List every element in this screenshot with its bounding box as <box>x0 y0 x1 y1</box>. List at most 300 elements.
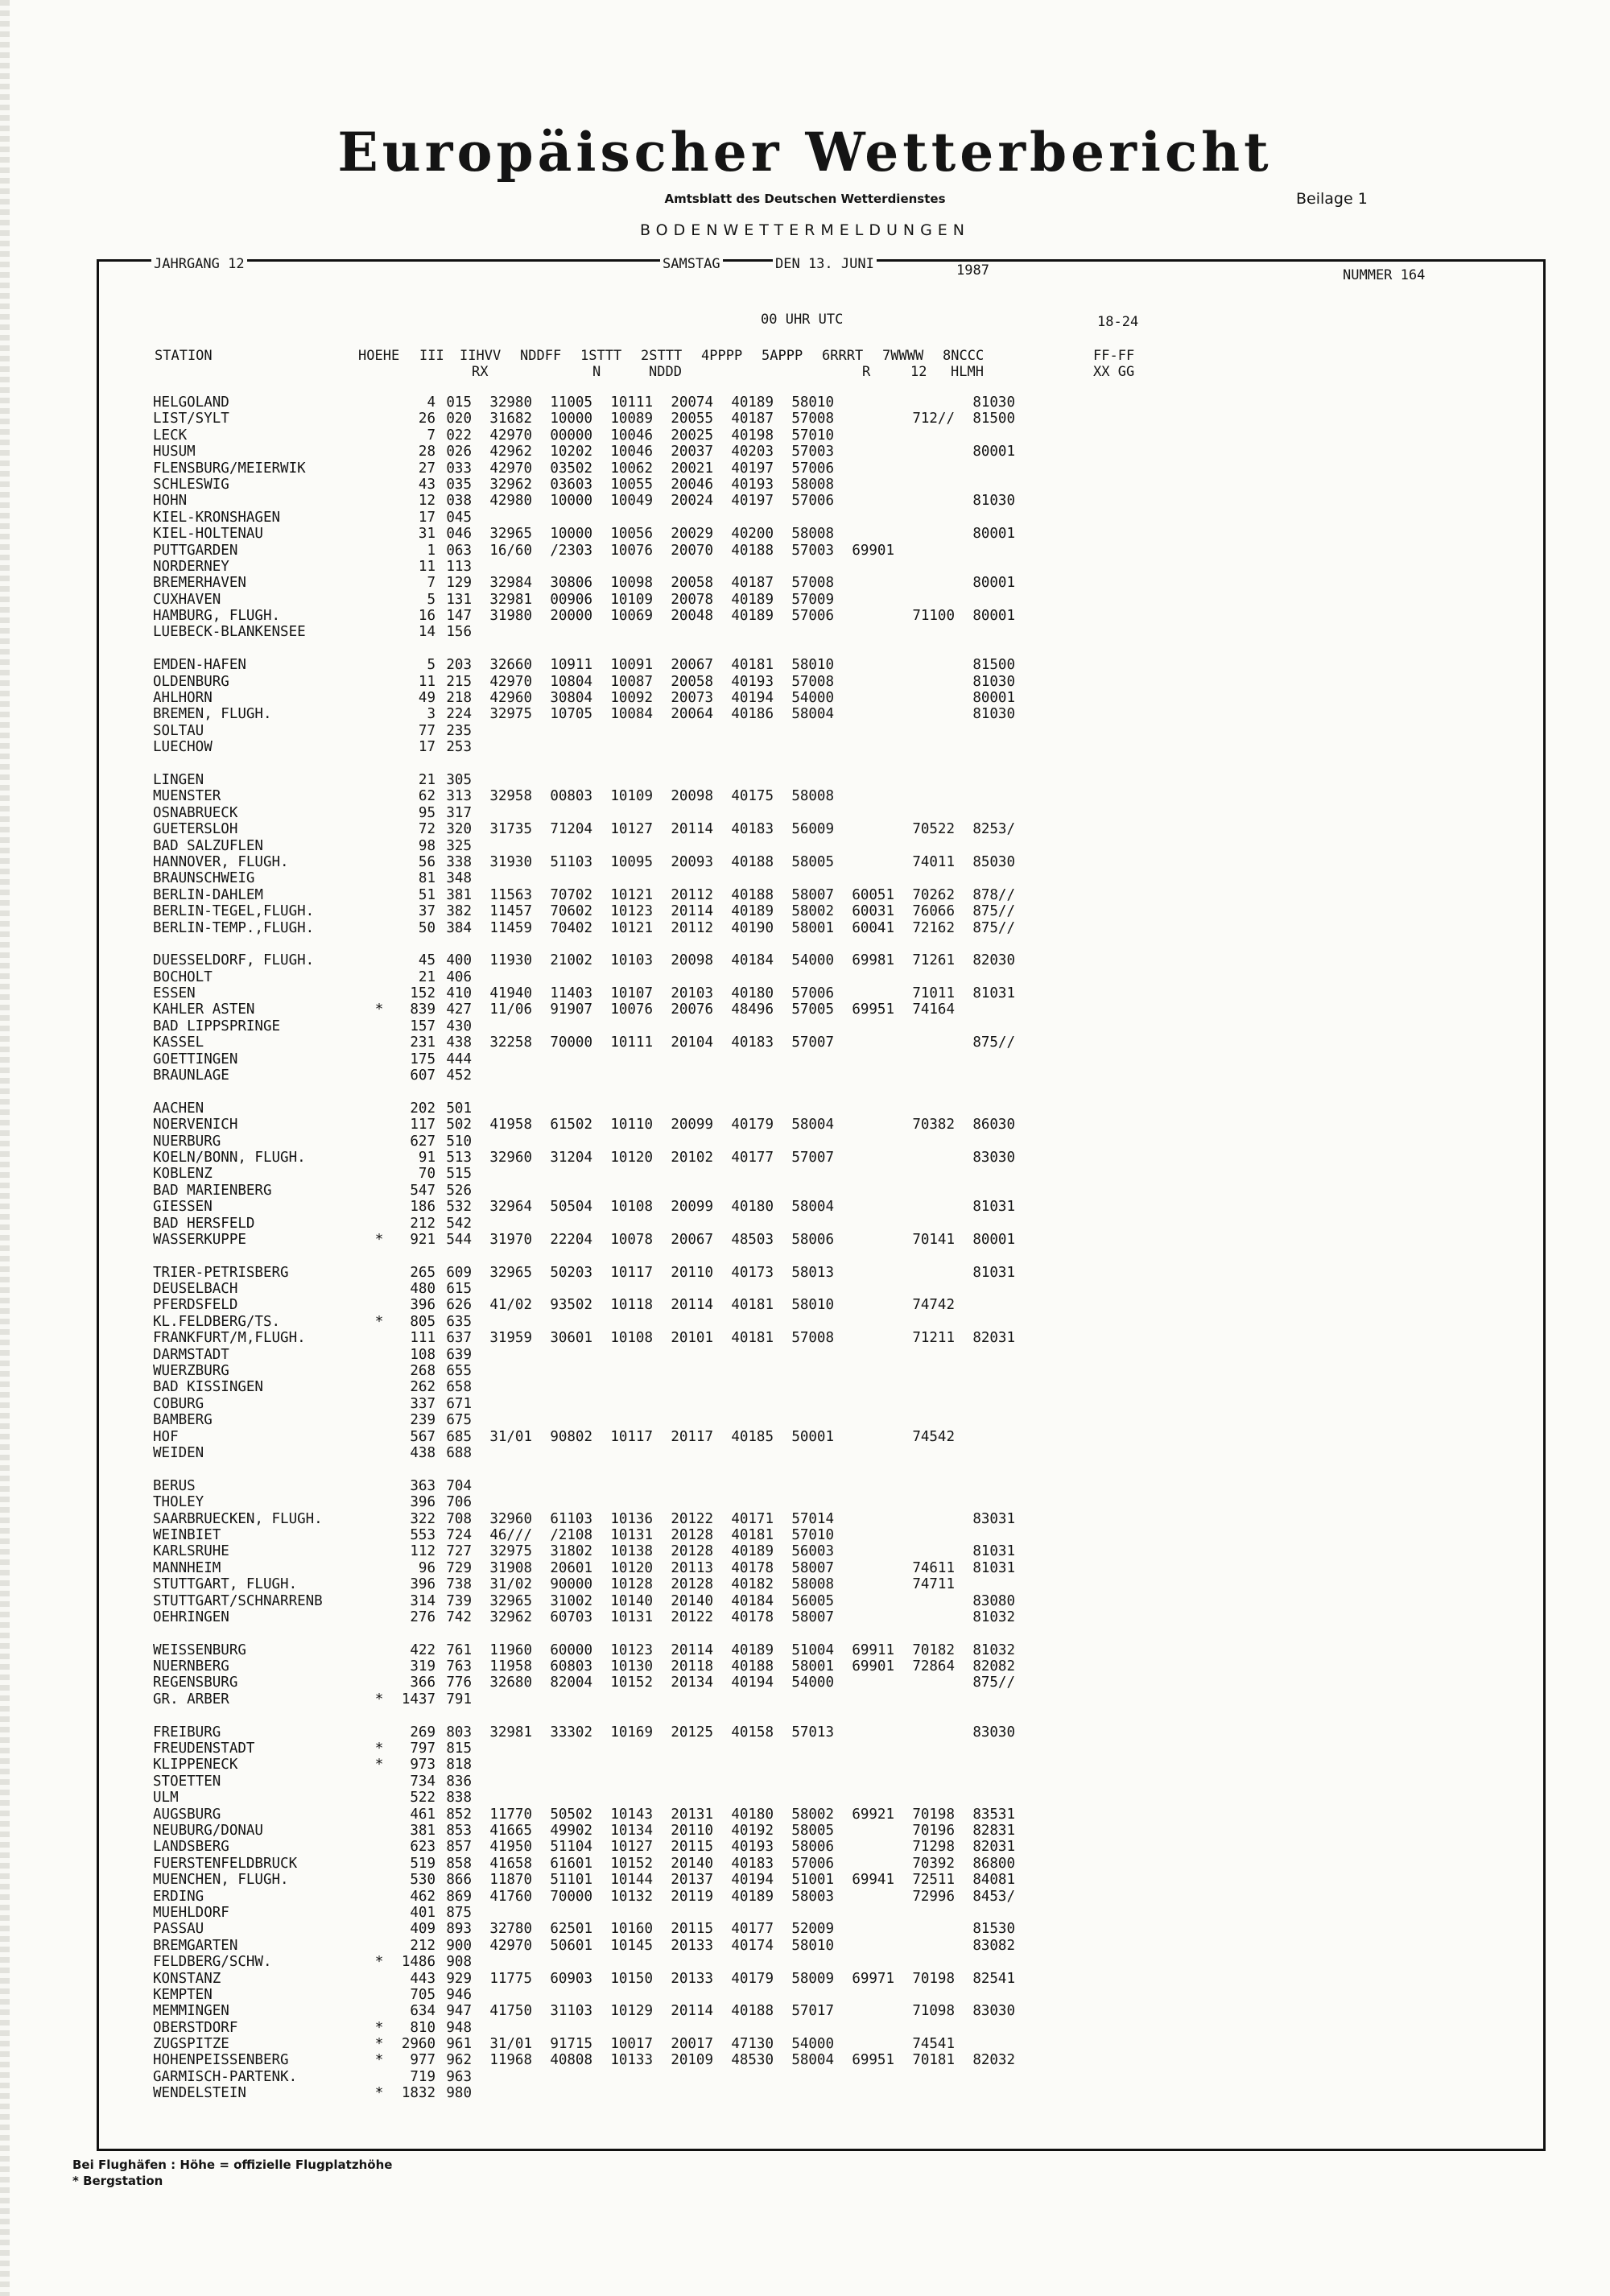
group-iihvv: 32965 <box>489 526 532 543</box>
station-index: 763 <box>446 1658 472 1675</box>
group-8nccc: 81030 <box>972 673 1015 690</box>
group-iihvv <box>472 1216 532 1232</box>
group-5appp <box>774 1954 834 1970</box>
station-height: 5 <box>427 591 436 608</box>
station-index: 203 <box>446 657 472 674</box>
group-4pppp: 40181 <box>731 1526 774 1543</box>
station-name: GARMISCH-PARTENK. <box>153 2068 298 2085</box>
group-iihvv: 42962 <box>489 444 532 460</box>
group-7wwww <box>894 1511 955 1527</box>
group-nddff: 70602 <box>550 903 592 920</box>
group-8nccc: 81032 <box>972 1641 1015 1658</box>
mountain-mark <box>366 1330 392 1346</box>
table-row <box>153 887 1038 903</box>
mountain-mark: * <box>374 2019 384 2036</box>
station-index: 131 <box>446 591 472 608</box>
mountain-mark <box>366 592 392 608</box>
station-index: 615 <box>446 1281 472 1298</box>
station-height: 56 <box>418 853 436 870</box>
group-8nccc <box>955 739 1015 755</box>
col-6rrrt: 6RRRT <box>822 348 864 364</box>
group-4pppp <box>713 1134 774 1150</box>
station-height: 337 <box>410 1395 436 1412</box>
group-6rrrt <box>834 493 894 509</box>
group-1sttt: 10108 <box>610 1330 653 1347</box>
table-row <box>153 1117 1038 1133</box>
station-name: MUENSTER <box>153 788 221 805</box>
date-label: DEN 13. JUNI <box>773 256 877 272</box>
group-iihvv: 41750 <box>489 2003 532 2020</box>
group-1sttt: 10076 <box>610 542 653 559</box>
group-iihvv: 41665 <box>489 1822 532 1839</box>
group-1sttt: 10169 <box>610 1724 653 1741</box>
station-height: 91 <box>418 1149 436 1166</box>
table-row <box>153 1265 1038 1281</box>
table-row <box>153 1101 1038 1117</box>
group-2sttt: 20128 <box>671 1576 713 1593</box>
group-2sttt: 20029 <box>671 526 713 543</box>
table-row <box>153 1872 1038 1888</box>
mountain-mark <box>366 1281 392 1297</box>
group-7wwww: 70198 <box>912 1970 955 1987</box>
mountain-mark <box>366 493 392 509</box>
group-2sttt: 20098 <box>671 952 713 969</box>
table-row <box>153 1067 1038 1084</box>
group-4pppp: 40181 <box>731 1297 774 1314</box>
station-index: 866 <box>446 1872 472 1889</box>
station-name: STUTTGART, FLUGH. <box>153 1576 298 1593</box>
group-nddff: 03502 <box>550 460 592 477</box>
group-7wwww: 74611 <box>912 1559 955 1576</box>
table-row <box>153 1001 1038 1018</box>
mountain-mark: * <box>374 2085 384 2102</box>
group-iihvv <box>472 559 532 575</box>
mountain-mark <box>366 1527 392 1543</box>
mountain-mark <box>366 805 392 821</box>
station-height: 262 <box>410 1379 436 1396</box>
col-ff-ff: FF-FF <box>1093 348 1135 364</box>
station-height: 314 <box>410 1592 436 1609</box>
station-name: KIEL-KRONSHAGEN <box>153 509 281 526</box>
issue-number: NUMMER 164 <box>1343 267 1426 283</box>
page-title: Europäischer Wetterbericht <box>337 121 1273 184</box>
group-iihvv <box>472 510 532 526</box>
group-6rrrt <box>834 1757 894 1773</box>
group-1sttt <box>592 1134 653 1150</box>
group-iihvv: 46/// <box>489 1526 532 1543</box>
group-4pppp: 40178 <box>731 1559 774 1576</box>
group-6rrrt <box>834 1724 894 1741</box>
station-name: CUXHAVEN <box>153 591 221 608</box>
mountain-mark <box>366 510 392 526</box>
group-4pppp: 40182 <box>731 1576 774 1593</box>
group-iihvv <box>472 1051 532 1067</box>
station-index: 853 <box>446 1822 472 1839</box>
group-2sttt <box>653 1166 713 1182</box>
group-nddff: 21002 <box>550 952 592 969</box>
mountain-mark <box>366 690 392 706</box>
group-2sttt <box>653 2085 713 2101</box>
mountain-mark <box>366 477 392 493</box>
mountain-mark <box>366 575 392 591</box>
group-8nccc: 81030 <box>972 394 1015 411</box>
group-iihvv: 42970 <box>489 460 532 477</box>
group-8nccc <box>955 1314 1015 1330</box>
group-4pppp: 40188 <box>731 1658 774 1675</box>
station-index: 384 <box>446 919 472 936</box>
group-nddff: 30601 <box>550 1330 592 1347</box>
group-6rrrt: 69971 <box>852 1970 894 1987</box>
group-4pppp: 40189 <box>731 1888 774 1905</box>
group-2sttt: 20104 <box>671 1034 713 1051</box>
station-index: 438 <box>446 1034 472 1051</box>
mountain-mark <box>366 788 392 804</box>
group-nddff <box>532 772 592 788</box>
group-1sttt: 10111 <box>610 394 653 411</box>
group-iihvv <box>472 1987 532 2003</box>
group-separator <box>153 1625 1038 1641</box>
group-1sttt: 10150 <box>610 1970 653 1987</box>
group-nddff <box>532 1478 592 1494</box>
group-2sttt: 20099 <box>671 1117 713 1134</box>
station-name: EMDEN-HAFEN <box>153 657 246 674</box>
group-7wwww <box>894 674 955 690</box>
mountain-mark <box>366 1807 392 1823</box>
group-6rrrt <box>834 838 894 854</box>
station-index: 742 <box>446 1608 472 1625</box>
group-5appp: 56009 <box>791 821 834 838</box>
group-2sttt: 20102 <box>671 1149 713 1166</box>
table-row <box>153 1445 1038 1461</box>
station-height: 21 <box>418 771 436 788</box>
group-iihvv <box>472 1314 532 1330</box>
group-6rrrt <box>834 723 894 739</box>
group-7wwww <box>894 510 955 526</box>
group-1sttt <box>592 2085 653 2101</box>
group-2sttt: 20017 <box>671 2036 713 2053</box>
station-index: 305 <box>446 771 472 788</box>
table-row <box>153 1363 1038 1379</box>
group-8nccc: 878// <box>972 886 1015 903</box>
group-iihvv: 32960 <box>489 1149 532 1166</box>
table-row <box>153 1987 1038 2003</box>
group-4pppp: 40197 <box>731 493 774 510</box>
station-name: MEMMINGEN <box>153 2003 229 2020</box>
group-4pppp: 40188 <box>731 542 774 559</box>
station-index: 313 <box>446 788 472 805</box>
group-4pppp: 40188 <box>731 853 774 870</box>
group-nddff <box>532 1134 592 1150</box>
group-2sttt <box>653 1445 713 1461</box>
group-6rrrt <box>834 772 894 788</box>
group-5appp: 58008 <box>791 526 834 543</box>
group-iihvv: 11457 <box>489 903 532 920</box>
group-1sttt: 10131 <box>610 1526 653 1543</box>
group-8nccc <box>955 1478 1015 1494</box>
group-iihvv: 32780 <box>489 1921 532 1938</box>
group-nddff <box>532 739 592 755</box>
station-index: 858 <box>446 1855 472 1872</box>
group-1sttt: 10087 <box>610 673 653 690</box>
group-8nccc: 81031 <box>972 1559 1015 1576</box>
group-8nccc: 83031 <box>972 1510 1015 1527</box>
station-height: 396 <box>410 1494 436 1511</box>
group-8nccc <box>955 2036 1015 2052</box>
group-1sttt <box>592 624 653 640</box>
station-name: HANNOVER, FLUGH. <box>153 853 289 870</box>
table-row <box>153 1741 1038 1757</box>
group-4pppp <box>713 1905 774 1921</box>
group-1sttt <box>592 723 653 739</box>
group-iihvv: 31930 <box>489 853 532 870</box>
group-8nccc <box>955 460 1015 477</box>
group-6rrrt: 69911 <box>852 1641 894 1658</box>
station-height: 77 <box>418 722 436 739</box>
group-iihvv: 32962 <box>489 476 532 493</box>
station-name: WUERZBURG <box>153 1363 229 1380</box>
group-8nccc <box>955 723 1015 739</box>
group-5appp: 58008 <box>791 476 834 493</box>
station-height: 322 <box>410 1510 436 1527</box>
group-6rrrt <box>834 1166 894 1182</box>
group-7wwww <box>894 1543 955 1559</box>
group-iihvv: 32980 <box>489 394 532 411</box>
table-row <box>153 1429 1038 1445</box>
group-separator <box>153 1084 1038 1100</box>
group-iihvv: 41950 <box>489 1839 532 1856</box>
group-7wwww <box>894 1051 955 1067</box>
group-6rrrt <box>834 1330 894 1346</box>
group-6rrrt <box>834 1675 894 1691</box>
station-name: ZUGSPITZE <box>153 2036 229 2053</box>
station-index: 947 <box>446 2003 472 2020</box>
group-4pppp: 40177 <box>731 1149 774 1166</box>
mountain-mark <box>366 772 392 788</box>
mountain-mark: * <box>374 1691 384 1708</box>
mountain-mark <box>366 739 392 755</box>
group-nddff: 71204 <box>550 821 592 838</box>
group-5appp <box>774 1379 834 1395</box>
station-index: 020 <box>446 411 472 427</box>
group-4pppp: 40183 <box>731 1855 774 1872</box>
group-nddff: 93502 <box>550 1297 592 1314</box>
group-iihvv: 31682 <box>489 411 532 427</box>
station-name: WEINBIET <box>153 1526 221 1543</box>
station-index: 022 <box>446 427 472 444</box>
station-index: 724 <box>446 1526 472 1543</box>
group-6rrrt <box>834 1150 894 1166</box>
group-nddff: 91907 <box>550 1001 592 1018</box>
mountain-mark <box>366 674 392 690</box>
group-8nccc: 80001 <box>972 690 1015 707</box>
group-5appp <box>774 838 834 854</box>
group-7wwww <box>894 460 955 477</box>
group-8nccc <box>955 1576 1015 1592</box>
station-height: 921 <box>410 1231 436 1248</box>
supplement-label: Beilage 1 <box>1296 190 1368 208</box>
mountain-mark <box>366 1051 392 1067</box>
station-height: 265 <box>410 1264 436 1281</box>
group-7wwww <box>894 559 955 575</box>
group-6rrrt <box>834 1511 894 1527</box>
group-2sttt: 20076 <box>671 1001 713 1018</box>
group-8nccc <box>955 805 1015 821</box>
group-8nccc: 83082 <box>972 1937 1015 1954</box>
group-5appp <box>774 1018 834 1034</box>
group-5appp <box>774 1905 834 1921</box>
group-4pppp <box>713 969 774 985</box>
group-5appp: 57014 <box>791 1510 834 1527</box>
group-7wwww <box>894 1034 955 1051</box>
group-1sttt <box>592 1987 653 2003</box>
group-iihvv: 32962 <box>489 1608 532 1625</box>
station-index: 444 <box>446 1051 472 1067</box>
mountain-mark <box>366 1889 392 1905</box>
group-8nccc <box>955 2069 1015 2085</box>
station-height: 530 <box>410 1872 436 1889</box>
group-5appp: 58009 <box>791 1970 834 1987</box>
group-8nccc: 81030 <box>972 706 1015 723</box>
group-2sttt: 20117 <box>671 1428 713 1445</box>
station-index: 637 <box>446 1330 472 1347</box>
group-separator <box>153 756 1038 772</box>
station-height: 462 <box>410 1888 436 1905</box>
mountain-mark: * <box>374 1741 384 1757</box>
station-name: NUERNBERG <box>153 1658 229 1675</box>
group-2sttt: 20078 <box>671 591 713 608</box>
group-2sttt <box>653 1741 713 1757</box>
group-6rrrt <box>834 2020 894 2036</box>
group-1sttt: 10109 <box>610 591 653 608</box>
group-5appp: 52009 <box>791 1921 834 1938</box>
station-name: BERLIN-TEGEL,FLUGH. <box>153 903 315 920</box>
group-4pppp <box>713 2085 774 2101</box>
table-row <box>153 1314 1038 1330</box>
mountain-mark <box>366 444 392 460</box>
table-row <box>153 592 1038 608</box>
station-name: WEIDEN <box>153 1445 204 1461</box>
group-2sttt <box>653 805 713 821</box>
station-index: 706 <box>446 1494 472 1511</box>
station-index: 033 <box>446 460 472 477</box>
group-1sttt: 10076 <box>610 1001 653 1018</box>
group-nddff <box>532 1412 592 1428</box>
group-iihvv <box>472 1067 532 1084</box>
group-6rrrt <box>834 427 894 444</box>
table-row <box>153 1790 1038 1806</box>
station-name: PFERDSFELD <box>153 1297 238 1314</box>
station-name: BAD SALZUFLEN <box>153 837 263 854</box>
group-nddff: 62501 <box>550 1921 592 1938</box>
group-2sttt: 20119 <box>671 1888 713 1905</box>
group-nddff: 61103 <box>550 1510 592 1527</box>
group-6rrrt <box>834 1543 894 1559</box>
group-1sttt: 10084 <box>610 706 653 723</box>
table-row <box>153 788 1038 804</box>
group-8nccc: 82541 <box>972 1970 1015 1987</box>
group-2sttt <box>653 1216 713 1232</box>
table-row <box>153 2020 1038 2036</box>
group-8nccc <box>955 477 1015 493</box>
group-5appp <box>774 1363 834 1379</box>
group-nddff <box>532 1494 592 1510</box>
group-5appp: 56003 <box>791 1543 834 1560</box>
table-row <box>153 1954 1038 1970</box>
group-6rrrt <box>834 1051 894 1067</box>
group-8nccc: 81530 <box>972 1921 1015 1938</box>
station-index: 381 <box>446 886 472 903</box>
group-5appp: 57008 <box>791 411 834 427</box>
group-4pppp: 40188 <box>731 2003 774 2020</box>
group-6rrrt <box>834 1938 894 1954</box>
group-7wwww <box>894 1379 955 1395</box>
group-4pppp <box>713 1478 774 1494</box>
group-1sttt <box>592 838 653 854</box>
station-height: 396 <box>410 1576 436 1593</box>
mountain-mark <box>366 1478 392 1494</box>
group-5appp: 58005 <box>791 853 834 870</box>
group-6rrrt <box>834 1609 894 1625</box>
station-name: BAD HERSFELD <box>153 1215 255 1232</box>
group-8nccc: 81031 <box>972 1199 1015 1216</box>
group-5appp: 51001 <box>791 1872 834 1889</box>
station-height: 11 <box>418 673 436 690</box>
station-height: 1486 <box>401 1954 436 1971</box>
group-4pppp: 40188 <box>731 886 774 903</box>
group-5appp <box>774 1774 834 1790</box>
station-height: 634 <box>410 2003 436 2020</box>
station-name: OSNABRUECK <box>153 804 238 821</box>
group-4pppp: 40185 <box>731 1428 774 1445</box>
group-2sttt <box>653 624 713 640</box>
table-row <box>153 1576 1038 1592</box>
mountain-mark <box>366 394 392 411</box>
mountain-mark <box>366 1347 392 1363</box>
group-7wwww <box>894 1905 955 1921</box>
group-nddff <box>532 1741 592 1757</box>
group-nddff: 40808 <box>550 2052 592 2069</box>
group-5appp: 58004 <box>791 1199 834 1216</box>
group-7wwww <box>894 1265 955 1281</box>
mountain-mark <box>366 1494 392 1510</box>
station-height: 522 <box>410 1790 436 1807</box>
group-4pppp <box>713 1379 774 1395</box>
table-row <box>153 608 1038 624</box>
group-separator <box>153 936 1038 952</box>
group-5appp <box>774 1183 834 1199</box>
station-name: WEISSENBURG <box>153 1641 246 1658</box>
group-6rrrt <box>834 1527 894 1543</box>
group-1sttt: 10123 <box>610 1641 653 1658</box>
group-5appp <box>774 870 834 886</box>
table-row <box>153 739 1038 755</box>
group-iihvv: 42970 <box>489 427 532 444</box>
station-index: 869 <box>446 1888 472 1905</box>
group-6rrrt: 69921 <box>852 1806 894 1823</box>
group-iihvv: 11930 <box>489 952 532 969</box>
station-name: OBERSTDORF <box>153 2019 238 2036</box>
group-nddff <box>532 1396 592 1412</box>
group-5appp <box>774 1101 834 1117</box>
mountain-mark <box>366 1429 392 1445</box>
group-iihvv: 32965 <box>489 1264 532 1281</box>
group-4pppp <box>713 624 774 640</box>
group-nddff: 10705 <box>550 706 592 723</box>
group-5appp: 54000 <box>791 952 834 969</box>
group-nddff: 03603 <box>550 476 592 493</box>
station-height: 409 <box>410 1921 436 1938</box>
group-8nccc <box>955 788 1015 804</box>
